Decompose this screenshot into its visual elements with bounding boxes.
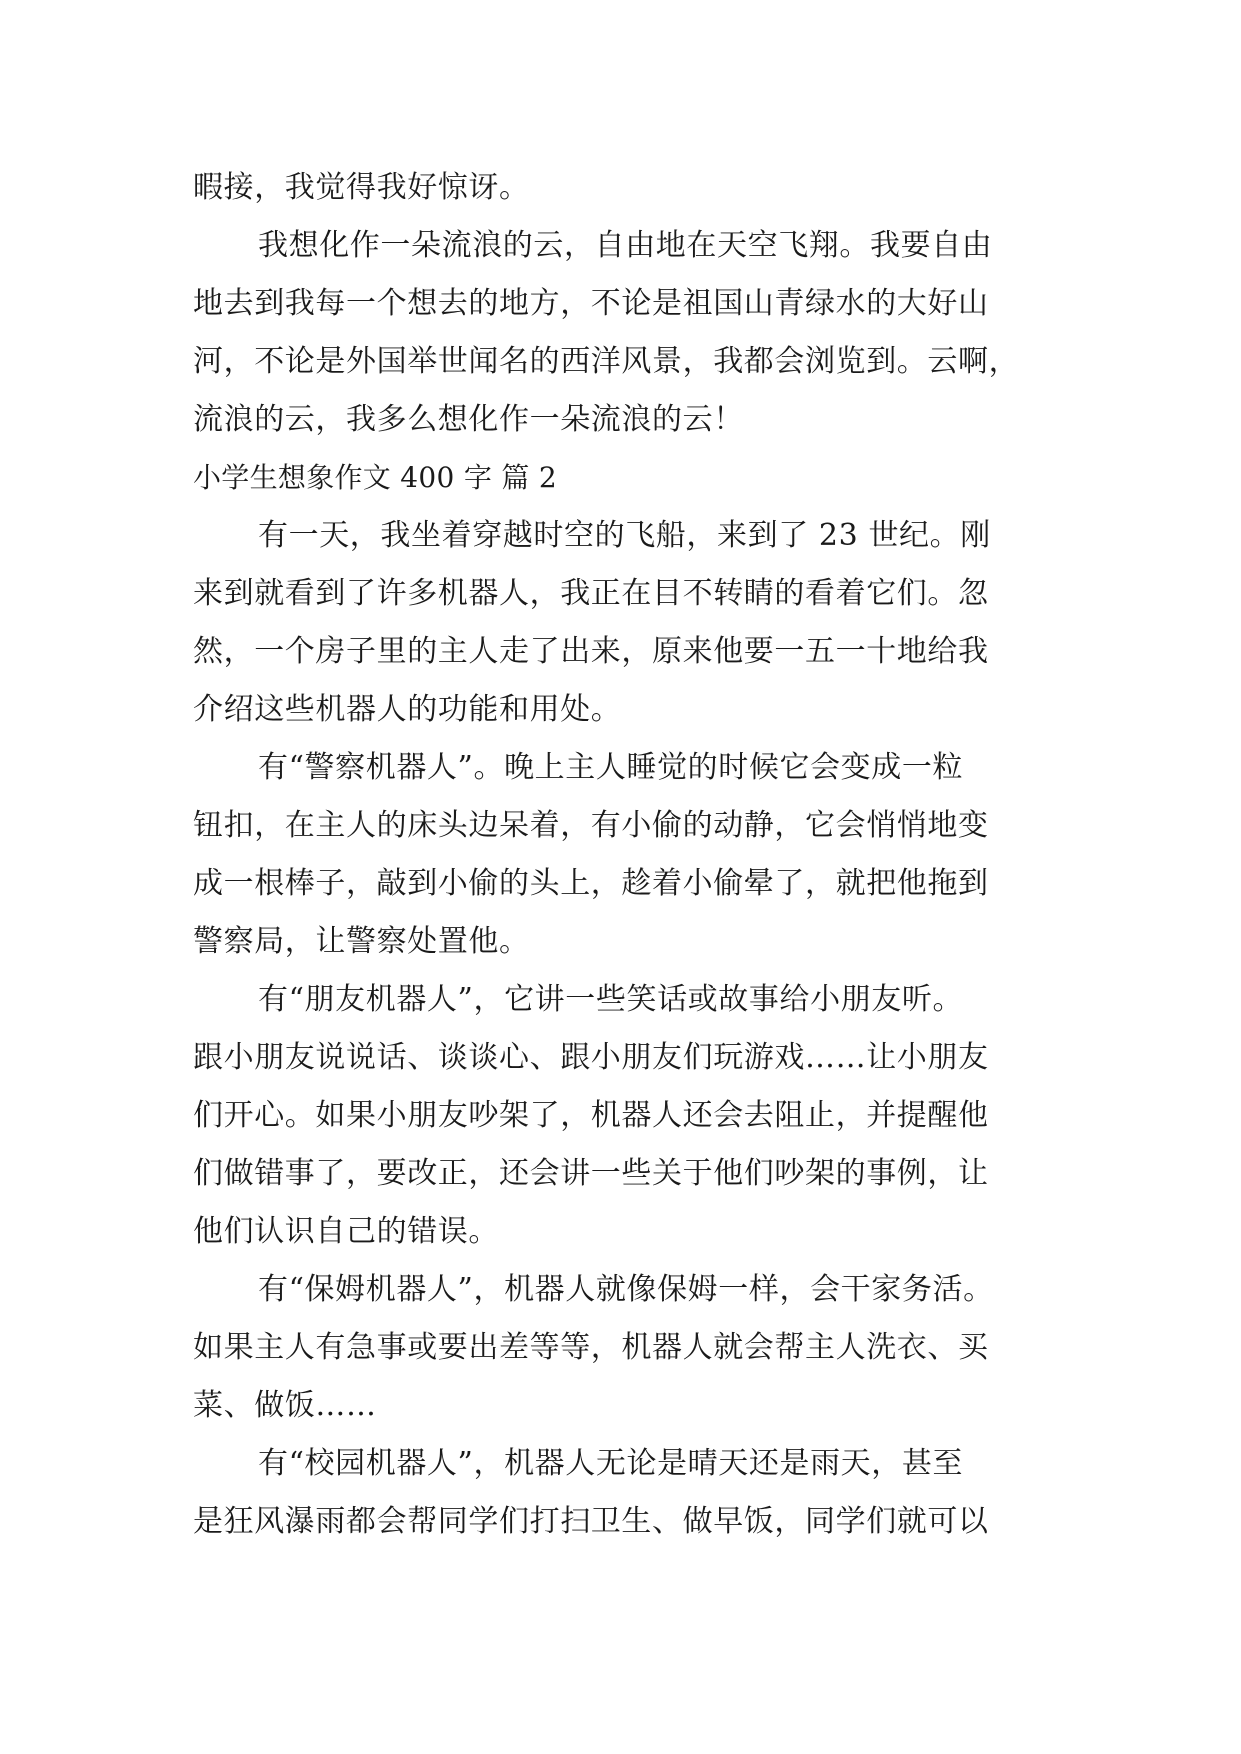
text-line: 来到就看到了许多机器人，我正在目不转睛的看着它们。忽 xyxy=(193,576,989,611)
text-line: 是狂风瀑雨都会帮同学们打扫卫生、做早饭，同学们就可以 xyxy=(193,1504,989,1539)
paragraph-start-line: 有“校园机器人”，机器人无论是晴天还是雨天，甚至 xyxy=(258,1446,964,1481)
text-line: 地去到我每一个想去的地方，不论是祖国山青绿水的大好山 xyxy=(193,286,989,321)
text-line: 暇接，我觉得我好惊讶。 xyxy=(193,170,530,205)
paragraph-start-line: 有“朋友机器人”，它讲一些笑话或故事给小朋友听。 xyxy=(258,982,964,1017)
text-line: 他们认识自己的错误。 xyxy=(193,1214,499,1249)
text-line: 如果主人有急事或要出差等等，机器人就会帮主人洗衣、买 xyxy=(193,1330,989,1365)
paragraph-start-line: 有“保姆机器人”，机器人就像保姆一样，会干家务活。 xyxy=(258,1272,994,1307)
paragraph-start-line: 有一天，我坐着穿越时空的飞船，来到了 23 世纪。刚 xyxy=(258,518,991,553)
text-line: 们开心。如果小朋友吵架了，机器人还会去阻止，并提醒他 xyxy=(193,1098,989,1133)
text-line: 流浪的云，我多么想化作一朵流浪的云！ xyxy=(193,402,744,437)
section-heading: 小学生想象作文 400 字 篇 2 xyxy=(193,461,557,494)
text-line: 成一根棒子，敲到小偷的头上，趁着小偷晕了，就把他拖到 xyxy=(193,866,989,901)
paragraph-start-line: 我想化作一朵流浪的云，自由地在天空飞翔。我要自由 xyxy=(258,228,993,263)
text-line: 跟小朋友说说话、谈谈心、跟小朋友们玩游戏……让小朋友 xyxy=(193,1040,989,1075)
text-line: 钮扣，在主人的床头边呆着，有小偷的动静，它会悄悄地变 xyxy=(193,808,989,843)
text-line: 然，一个房子里的主人走了出来，原来他要一五一十地给我 xyxy=(193,634,989,669)
text-line: 警察局，让警察处置他。 xyxy=(193,924,530,959)
paragraph-start-line: 有“警察机器人”。晚上主人睡觉的时候它会变成一粒 xyxy=(258,750,964,785)
text-line: 们做错事了，要改正，还会讲一些关于他们吵架的事例，让 xyxy=(193,1156,989,1191)
text-line: 介绍这些机器人的功能和用处。 xyxy=(193,692,622,727)
text-line: 菜、做饭…… xyxy=(193,1388,377,1423)
text-line: 河，不论是外国举世闻名的西洋风景，我都会浏览到。云啊， xyxy=(193,344,1020,379)
